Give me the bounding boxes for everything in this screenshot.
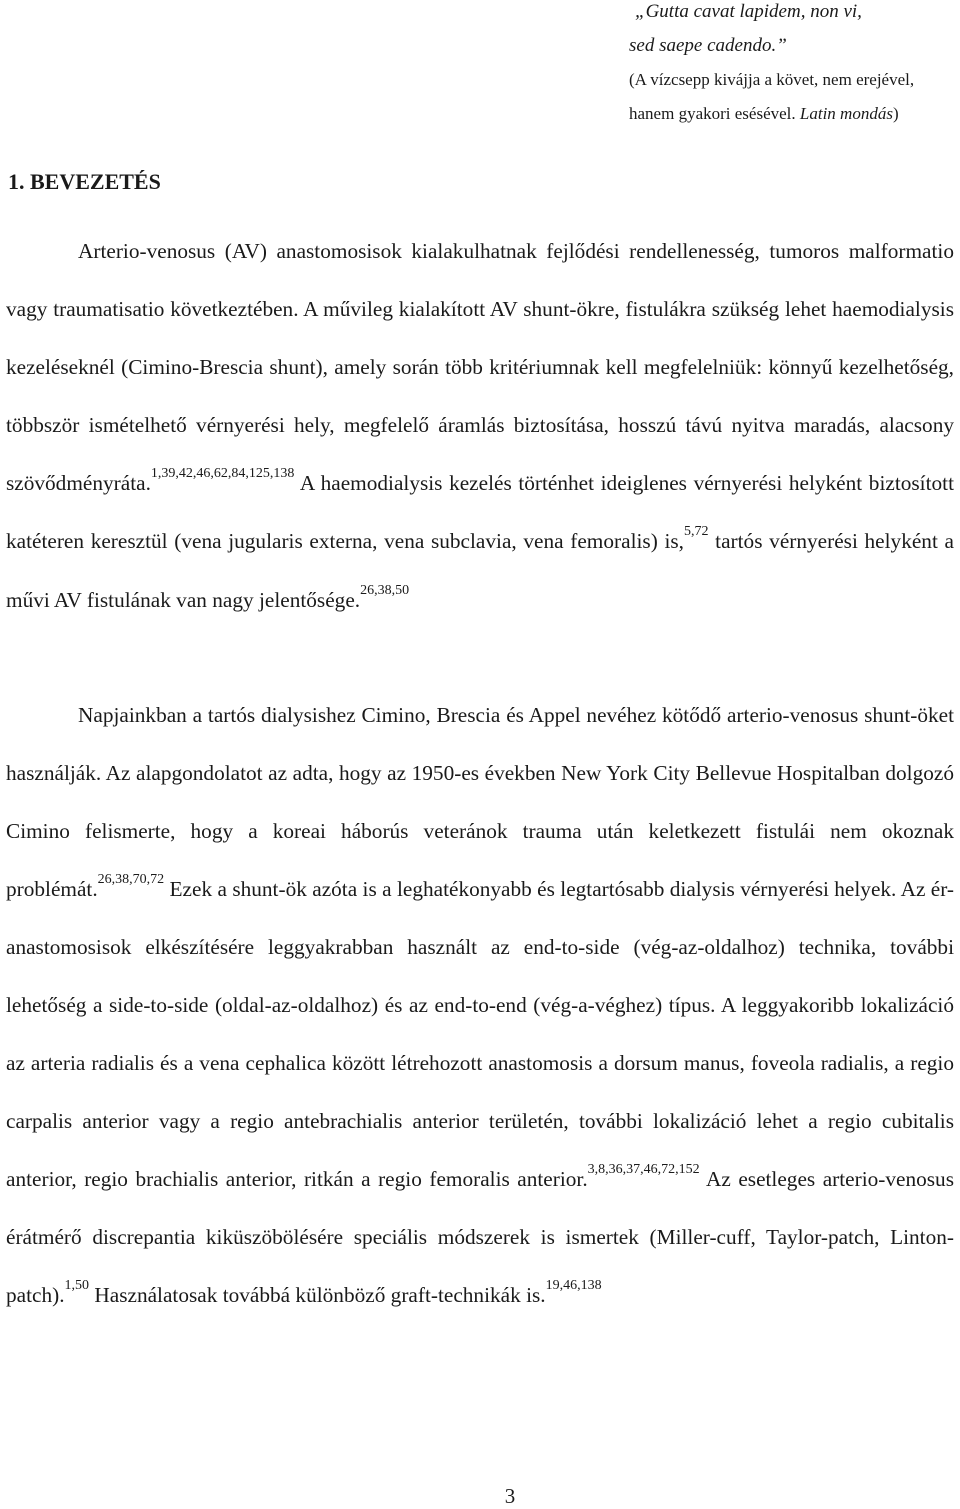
citation-ref: 3,8,36,37,46,72,152 xyxy=(587,1162,700,1177)
motto-translation-line-1: (A vízcsepp kivájja a követ, nem erejével, xyxy=(629,70,915,89)
motto-closing-paren: ) xyxy=(892,104,899,123)
paragraph-1 xyxy=(6,222,954,629)
motto-translation-text: hanem gyakori esésével. xyxy=(629,104,800,123)
paragraph-2-text-1: Napjainkban a tartós dialysishez Cimino, Brescia és Appel nevéhez kötődő arterio-venosus shunt-öket használják. Az alapgondolatot az adta, hogy az 1950-es években New York City Bellevue Hospitalban dolgozó Cimino felismerte, hogy a koreai háborús veteránok trauma után keletkezett fistulái nem okoznak problémát. xyxy=(6,703,954,901)
paragraph-1-text-2: A haemodialysis kezelés történhet ideiglenes vérnyerési helyként biztosított katéteren keresztül (vena jugularis externa, vena subclavia, vena femoralis) is, xyxy=(6,471,954,554)
paragraph-1-text-1: Arterio-venosus (AV) anastomosisok kialakulhatnak fejlődési rendellenesség, tumoros malformatio vagy traumatisatio következtében. A művileg kialakított AV shunt-ökre, fistulákra szükség lehet haemodialysis kezeléseknél (Cimino-Brescia shunt), amely során több kritériumnak kell megfelelniük: könnyű kezelhetőség, többször ismételhető vérnyerési hely, megfelelő áramlás biztosítása, hosszú távú nyitva maradás, alacsony szövődményráta. xyxy=(6,239,954,496)
paragraph-2-text-3: Az esetleges arterio-venosus érátmérő discrepantia kiküszöbölésére speciális módszerek is ismertek (Miller-cuff, Taylor-patch, Linton-patch). xyxy=(6,1167,954,1307)
paragraph-2 xyxy=(6,686,954,1324)
citation-ref: 1,50 xyxy=(64,1278,90,1293)
motto-translation-line-2 xyxy=(629,103,899,125)
paragraph-2-text-4: Használatosak továbbá különböző graft-technikák is. xyxy=(89,1283,546,1307)
motto-source-label: Latin mondás xyxy=(799,104,893,123)
motto-latin-line-1: „Gutta cavat lapidem, non vi, xyxy=(635,1,862,22)
citation-ref: 26,38,50 xyxy=(360,582,410,598)
citation-ref: 1,39,42,46,62,84,125,138 xyxy=(150,466,295,482)
paragraph-2-text-2: Ezek a shunt-ök azóta is a leghatékonyabb és legtartósabb dialysis vérnyerési helyek. Az ér-anastomosisok elkészítésére leggyakrabban használt az end-to-side (vég-az-oldalhoz) technika, további lehetőség a side-to-side (oldal-az-oldalhoz) és az end-to-end (vég-a-véghez) típus. A leggyakoribb lokalizáció az arteria radialis és a vena cephalica között létrehozott anastomosis a dorsum manus, foveola radialis, a regio carpalis anterior vagy a regio antebrachialis anterior területén, további lokalizáció lehet a regio cubitalis anterior, regio brachialis anterior, ritkán a regio femoralis anterior. xyxy=(6,877,954,1191)
motto-latin-line-2: sed saepe cadendo.” xyxy=(629,35,787,56)
citation-ref: 5,72 xyxy=(684,524,709,540)
citation-ref: 19,46,138 xyxy=(545,1278,602,1293)
section-heading: 1. BEVEZETÉS xyxy=(8,169,161,194)
page-number: 3 xyxy=(504,1484,516,1508)
paragraph-1-text-3: tartós vérnyerési helyként a művi AV fistulának van nagy jelentősége. xyxy=(6,529,954,612)
citation-ref: 26,38,70,72 xyxy=(97,872,165,887)
